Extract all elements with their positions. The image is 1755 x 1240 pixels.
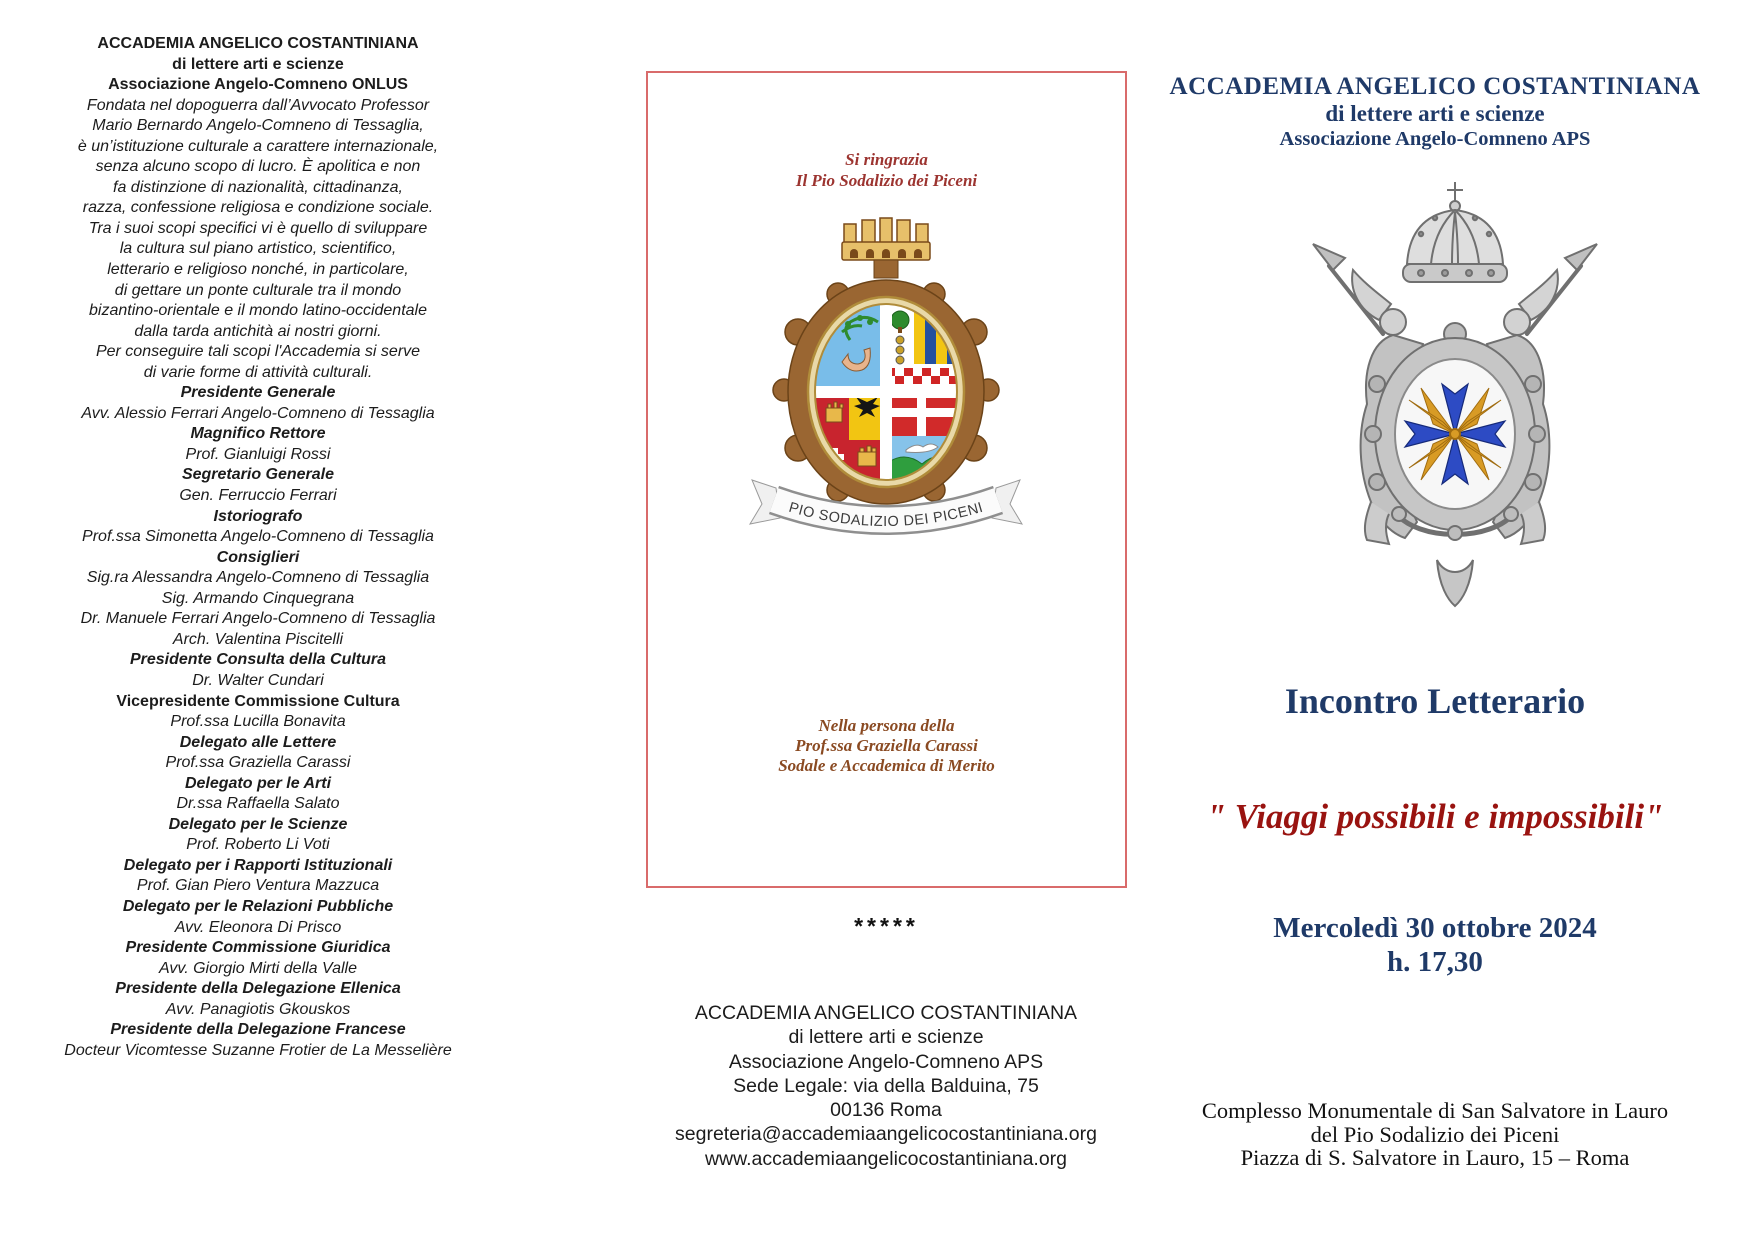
officer-line: Prof.ssa Graziella Carassi: [165, 754, 351, 772]
officer-line: Presidente Generale: [180, 384, 336, 402]
officer-line: Delegato per i Rapporti Istituzionali: [123, 856, 393, 874]
officer-line: Prof.ssa Lucilla Bonavita: [170, 713, 346, 731]
officer-line: Per conseguire tali scopi l'Accademia si serve: [95, 343, 421, 361]
officer-line: è un’istituzione culturale a carattere internazionale,: [77, 137, 439, 155]
contact-line: Sede Legale: via della Balduina, 75: [733, 1074, 1039, 1097]
officer-line: Prof. Roberto Li Voti: [186, 836, 330, 854]
officer-line: bizantino-orientale e il mondo latino-occidentale: [89, 302, 427, 320]
officer-line: Presidente della Delegazione Francese: [110, 1021, 406, 1039]
academy-title: ACCADEMIA ANGELICO COSTANTINIANA: [1169, 73, 1701, 100]
officer-line: Tra i suoi scopi specifici vi è quello di sviluppare: [88, 219, 428, 237]
contact-line: segreteria@accademiaangelicocostantiniana.org: [675, 1123, 1097, 1146]
accademia-emblem: [1305, 172, 1605, 617]
officer-line: di lettere arti e scienze: [172, 55, 344, 73]
contact-line: 00136 Roma: [830, 1099, 942, 1122]
officer-line: Delegato per le Arti: [184, 774, 332, 792]
imperial-crown-icon: [1403, 182, 1507, 282]
officer-line: Sig.ra Alessandra Angelo-Comneno di Tessaglia: [86, 569, 430, 587]
officer-line: Presidente della Delegazione Ellenica: [115, 980, 401, 998]
officer-line: Prof.ssa Simonetta Angelo-Comneno di Tessaglia: [82, 528, 434, 546]
officer-line: dalla tarda antichità ai nostri giorni.: [134, 322, 382, 340]
person-line: Nella persona della: [818, 716, 955, 735]
contact-line: ACCADEMIA ANGELICO COSTANTINIANA: [694, 1002, 1078, 1024]
thanks-text: [646, 150, 1127, 191]
officer-line: Delegato alle Lettere: [179, 733, 337, 751]
officer-line: Sig. Armando Cinquegrana: [161, 589, 355, 607]
officer-line: Delegato per le Relazioni Pubbliche: [122, 897, 394, 915]
person-text: [646, 716, 1127, 775]
officers-panel: [0, 34, 516, 1061]
crest-banner-text: PIO SODALIZIO DEI PICENI: [786, 499, 986, 531]
officer-line: Prof. Gianluigi Rossi: [185, 445, 331, 463]
person-line: Sodale e Accademica di Merito: [778, 755, 995, 775]
officer-line: Mario Bernardo Angelo-Comneno di Tessaglia,: [92, 117, 424, 135]
officer-line: di gettare un ponte culturale tra il mondo: [114, 281, 402, 299]
venue-line: Piazza di S. Salvatore in Lauro, 15 – Roma: [1240, 1145, 1630, 1170]
officer-line: Vicepresidente Commissione Cultura: [116, 692, 400, 710]
officer-line: Avv. Eleonora Di Prisco: [174, 918, 342, 936]
person-line: Prof.ssa Graziella Carassi: [795, 735, 978, 755]
contact-line: www.accademiaangelicocostantiniana.org: [704, 1147, 1068, 1170]
officer-line: Dr. Walter Cundari: [192, 671, 324, 689]
event-date: Mercoledì 30 ottobre 2024: [1273, 912, 1597, 944]
pio-sodalizio-crest: [746, 212, 1026, 542]
officer-line: Segretario Generale: [181, 466, 335, 484]
event-datetime: [1135, 911, 1735, 979]
contact-block: [621, 1001, 1151, 1171]
event-theme: " Viaggi possibili e impossibili": [1206, 797, 1664, 836]
venue-line: del Pio Sodalizio dei Piceni: [1310, 1121, 1560, 1147]
officer-line: Associazione Angelo-Comneno ONLUS: [108, 76, 408, 94]
stars-separator: *****: [854, 913, 919, 939]
thanks-line: Si ringrazia: [845, 150, 928, 169]
officer-line: Dr. Manuele Ferrari Angelo-Comneno di Tessaglia: [80, 610, 436, 628]
event-time: h. 17,30: [1387, 946, 1483, 978]
officer-line: Arch. Valentina Piscitelli: [172, 630, 344, 648]
event-title: Incontro Letterario: [1284, 681, 1586, 721]
officer-line: Gen. Ferruccio Ferrari: [179, 487, 337, 505]
contact-line: Associazione Angelo-Comneno APS: [728, 1050, 1044, 1073]
officer-line: Dr.ssa Raffaella Salato: [176, 795, 340, 813]
officer-line: Avv. Giorgio Mirti della Valle: [159, 959, 357, 977]
association-name: Associazione Angelo-Comneno APS: [1279, 128, 1591, 150]
officer-line: Presidente Consulta della Cultura: [129, 651, 387, 669]
venue-block: [1135, 1099, 1735, 1170]
officer-line: Istoriografo: [213, 507, 303, 525]
officer-line: fa distinzione di nazionalità, cittadinanza,: [113, 178, 403, 196]
thanks-line: Il Pio Sodalizio dei Piceni: [795, 170, 978, 190]
officer-line: Presidente Commissione Giuridica: [125, 939, 391, 957]
event-panel-header: [1135, 73, 1735, 151]
officer-line: Docteur Vicomtesse Suzanne Frotier de La Messelière: [64, 1041, 452, 1059]
officer-line: Delegato per le Scienze: [168, 815, 348, 833]
officer-line: Avv. Panagiotis Gkouskos: [165, 1000, 351, 1018]
officer-line: la cultura sul piano artistico, scientifico,: [119, 240, 397, 258]
officer-line: Magnifico Rettore: [190, 425, 326, 443]
officer-line: ACCADEMIA ANGELICO COSTANTINIANA: [97, 35, 419, 52]
officer-line: Avv. Alessio Ferrari Angelo-Comneno di Tessaglia: [81, 404, 435, 422]
officer-line: Consiglieri: [216, 548, 300, 566]
officer-line: senza alcuno scopo di lucro. È apolitica e non: [95, 158, 421, 176]
officer-line: Prof. Gian Piero Ventura Mazzuca: [136, 877, 380, 895]
officer-line: letterario e religioso nonché, in particolare,: [107, 261, 409, 279]
officer-line: razza, confessione religiosa e condizione sociale.: [82, 199, 434, 217]
academy-subtitle: di lettere arti e scienze: [1325, 101, 1545, 126]
officer-line: Fondata nel dopoguerra dall’Avvocato Professor: [86, 96, 430, 114]
officer-line: di varie forme di attività culturali.: [143, 363, 373, 381]
contact-line: di lettere arti e scienze: [788, 1026, 984, 1049]
venue-line: Complesso Monumentale di San Salvatore in Lauro: [1201, 1098, 1669, 1123]
